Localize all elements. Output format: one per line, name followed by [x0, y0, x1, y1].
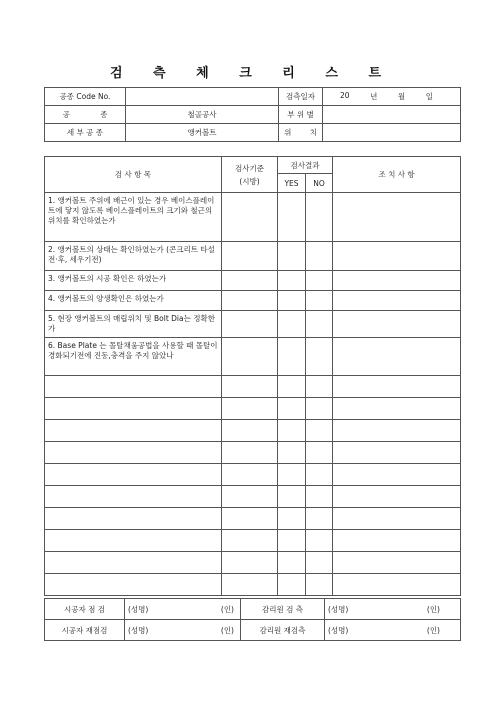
date-day-unit: 일	[425, 92, 433, 101]
no-cell[interactable]	[306, 311, 333, 338]
check-item: 6. Base Plate 는 몰탈채움공법을 사용할 때 몰탈이 경화되기전에 진동,충격을 주지 않았나	[45, 338, 222, 376]
yes-cell[interactable]	[278, 376, 306, 398]
empty-row	[45, 398, 461, 420]
standard-cell[interactable]	[222, 193, 278, 242]
inspect-date-label: 검측일자	[279, 88, 323, 106]
standard-cell[interactable]	[222, 271, 278, 291]
check-item: 1. 앵커볼트 주위에 배근이 있는 경우 베이스플레이트에 닿지 않도록 베이스플레이트의 크기와 철근의 위치를 확인하였는가	[45, 193, 222, 242]
no-cell[interactable]	[306, 552, 333, 574]
no-cell[interactable]	[306, 508, 333, 530]
action-cell[interactable]	[333, 193, 461, 242]
contractor-recheck-label: 시공자 재점검	[45, 620, 125, 641]
table-row	[45, 193, 461, 242]
standard-cell[interactable]	[222, 420, 278, 442]
contractor-check-label: 시공자 점 검	[45, 599, 125, 620]
yes-cell[interactable]	[278, 291, 306, 311]
supervisor-recheck-name[interactable]: (성명)	[325, 620, 381, 641]
standard-cell[interactable]	[222, 291, 278, 311]
action-cell[interactable]	[333, 398, 461, 420]
yes-cell[interactable]	[278, 193, 306, 242]
date-month-unit: 월	[397, 92, 406, 101]
contractor-recheck-seal[interactable]: (인)	[181, 620, 241, 641]
page-title: 검 측 체 크 리 스 트	[109, 66, 395, 81]
item-cell[interactable]	[45, 464, 222, 486]
no-cell[interactable]	[306, 338, 333, 376]
yes-cell[interactable]	[278, 420, 306, 442]
part-value[interactable]	[323, 106, 461, 124]
yes-cell[interactable]	[278, 508, 306, 530]
item-cell[interactable]	[45, 508, 222, 530]
inspect-date-value[interactable]	[323, 88, 461, 106]
yes-cell[interactable]	[278, 338, 306, 376]
supervisor-recheck-label: 감리원 재검측	[241, 620, 325, 641]
yes-cell[interactable]	[278, 442, 306, 464]
action-cell[interactable]	[333, 464, 461, 486]
code-label: 공종 Code No.	[45, 88, 126, 106]
item-cell[interactable]	[45, 442, 222, 464]
supervisor-check-label: 감리원 검 측	[241, 599, 325, 620]
yes-cell[interactable]	[278, 398, 306, 420]
standard-cell[interactable]	[222, 338, 278, 376]
empty-row	[45, 552, 461, 574]
standard-cell[interactable]	[222, 508, 278, 530]
action-cell[interactable]	[333, 574, 461, 596]
standard-cell[interactable]	[222, 486, 278, 508]
no-cell[interactable]	[306, 291, 333, 311]
item-cell[interactable]	[45, 574, 222, 596]
empty-row	[45, 376, 461, 398]
empty-row	[45, 508, 461, 530]
standard-cell[interactable]	[222, 442, 278, 464]
yes-cell[interactable]	[278, 271, 306, 291]
table-row	[45, 242, 461, 271]
supervisor-check-seal[interactable]: (인)	[381, 599, 461, 620]
check-item: 5. 현장 앵커볼트의 매립위치 및 Bolt Dia는 정확한가	[45, 311, 222, 338]
supervisor-check-name[interactable]: (성명)	[325, 599, 381, 620]
action-cell[interactable]	[333, 242, 461, 271]
empty-row	[45, 464, 461, 486]
action-cell[interactable]	[333, 508, 461, 530]
empty-row	[45, 530, 461, 552]
contractor-check-name[interactable]: (성명)	[125, 599, 181, 620]
detail-label: 세 부 공 종	[45, 124, 126, 142]
action-cell[interactable]	[333, 420, 461, 442]
action-cell[interactable]	[333, 442, 461, 464]
check-item: 4. 앵커볼트의 양생확인은 하였는가	[45, 291, 222, 311]
table-row	[45, 338, 461, 376]
col-action-header: 조 치 사 항	[333, 157, 461, 193]
check-item: 3. 앵커볼트의 시공 확인은 하였는가	[45, 271, 222, 291]
supervisor-recheck-seal[interactable]: (인)	[381, 620, 461, 641]
contractor-recheck-name[interactable]: (성명)	[125, 620, 181, 641]
item-cell[interactable]	[45, 398, 222, 420]
no-cell[interactable]	[306, 242, 333, 271]
empty-row	[45, 420, 461, 442]
no-cell[interactable]	[306, 486, 333, 508]
detail-value[interactable]: 앵커볼트	[126, 124, 279, 142]
part-label: 부 위 별	[279, 106, 323, 124]
col-yes-header: YES	[278, 174, 306, 193]
code-value[interactable]	[126, 88, 279, 106]
col-item-header: 검 사 항 목	[45, 157, 222, 193]
work-type-value[interactable]: 철골공사	[126, 106, 279, 124]
no-cell[interactable]	[306, 398, 333, 420]
action-cell[interactable]	[333, 311, 461, 338]
date-year: 20	[340, 91, 350, 100]
yes-cell[interactable]	[278, 552, 306, 574]
item-cell[interactable]	[45, 486, 222, 508]
standard-cell[interactable]	[222, 376, 278, 398]
col-standard-label: 검사기준	[235, 163, 264, 173]
check-item: 2. 앵커볼트의 상태는 확인하였는가 (콘크리트 타설 전·후, 세우기전)	[45, 242, 222, 271]
action-cell[interactable]	[333, 271, 461, 291]
date-year-unit: 년	[370, 92, 378, 101]
yes-cell[interactable]	[278, 574, 306, 596]
item-cell[interactable]	[45, 530, 222, 552]
empty-row	[45, 442, 461, 464]
yes-cell[interactable]	[278, 242, 306, 271]
info-table	[44, 87, 461, 142]
col-no-header: NO	[306, 174, 333, 193]
standard-cell[interactable]	[222, 530, 278, 552]
action-cell[interactable]	[333, 530, 461, 552]
no-cell[interactable]	[306, 530, 333, 552]
standard-cell[interactable]	[222, 398, 278, 420]
no-cell[interactable]	[306, 193, 333, 242]
item-cell[interactable]	[45, 552, 222, 574]
table-row	[45, 291, 461, 311]
yes-cell[interactable]	[278, 311, 306, 338]
standard-cell[interactable]	[222, 552, 278, 574]
location-label: 위 치	[279, 124, 323, 142]
col-result-header: 검사결과	[278, 157, 333, 174]
action-cell[interactable]	[333, 376, 461, 398]
col-standard-header	[222, 157, 278, 193]
yes-cell[interactable]	[278, 530, 306, 552]
table-row	[45, 311, 461, 338]
action-cell[interactable]	[333, 552, 461, 574]
signature-table	[44, 598, 461, 641]
action-cell[interactable]	[333, 338, 461, 376]
standard-cell[interactable]	[222, 464, 278, 486]
no-cell[interactable]	[306, 574, 333, 596]
location-value[interactable]	[323, 124, 461, 142]
action-cell[interactable]	[333, 291, 461, 311]
standard-cell[interactable]	[222, 242, 278, 271]
no-cell[interactable]	[306, 376, 333, 398]
table-row	[45, 271, 461, 291]
empty-row	[45, 574, 461, 596]
empty-row	[45, 486, 461, 508]
work-type-label: 공 종	[45, 106, 126, 124]
standard-cell[interactable]	[222, 574, 278, 596]
yes-cell[interactable]	[278, 464, 306, 486]
standard-cell[interactable]	[222, 311, 278, 338]
item-cell[interactable]	[45, 376, 222, 398]
item-cell[interactable]	[45, 420, 222, 442]
no-cell[interactable]	[306, 420, 333, 442]
no-cell[interactable]	[306, 442, 333, 464]
contractor-check-seal[interactable]: (인)	[181, 599, 241, 620]
action-cell[interactable]	[333, 486, 461, 508]
no-cell[interactable]	[306, 464, 333, 486]
yes-cell[interactable]	[278, 486, 306, 508]
no-cell[interactable]	[306, 271, 333, 291]
col-standard-sub: (시방)	[239, 176, 260, 186]
checklist-table	[44, 156, 461, 596]
